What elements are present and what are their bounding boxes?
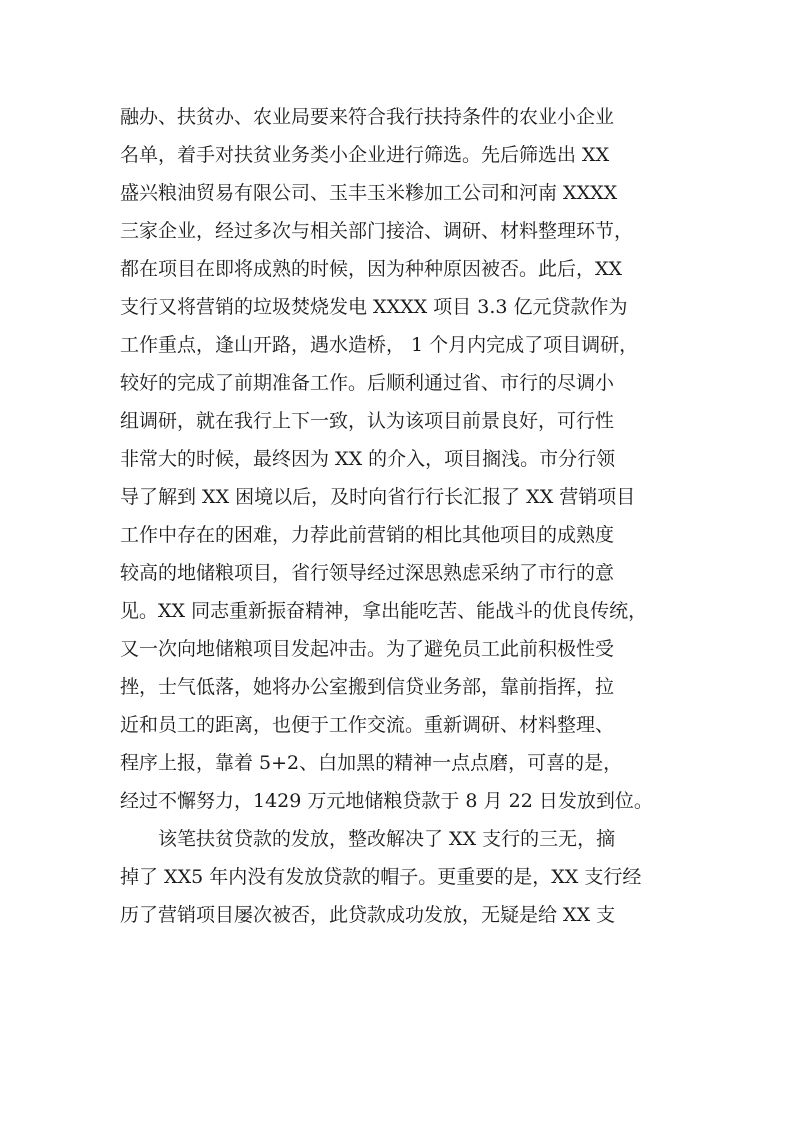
document-body [120, 98, 690, 934]
text-line: 见。XX 同志重新振奋精神，拿出能吃苦、能战斗的优良传统， [120, 600, 648, 622]
text-line: 盛兴粮油贸易有限公司、玉丰玉米糁加工公司和河南 XXXX [120, 182, 618, 204]
paragraph-start-line: 该笔扶贫贷款的发放，整改解决了 XX 支行的三无，摘 [158, 828, 616, 850]
text-line: 又一次向地储粮项目发起冲击。为了避免员工此前积极性受 [120, 638, 615, 660]
text-line: 组调研，就在我行上下一致，认为该项目前景良好，可行性 [120, 410, 615, 432]
text-line: 工作重点，逢山开路，遇水造桥， 1 个月内完成了项目调研， [120, 334, 639, 356]
text-line: 较高的地储粮项目，省行领导经过深思熟虑采纳了市行的意 [120, 562, 615, 584]
text-line: 掉了 XX5 年内没有发放贷款的帽子。更重要的是，XX 支行经 [120, 866, 642, 888]
text-line: 程序上报，靠着 5+2、白加黑的精神一点点磨，可喜的是， [120, 752, 623, 774]
text-line: 较好的完成了前期准备工作。后顺利通过省、市行的尽调小 [120, 372, 615, 394]
text-line: 导了解到 XX 困境以后，及时向省行行长汇报了 XX 营销项目 [120, 486, 636, 508]
text-line: 挫，士气低落，她将办公室搬到信贷业务部，靠前指挥，拉 [120, 676, 615, 698]
text-line: 经过不懈努力，1429 万元地储粮贷款于 8 月 22 日发放到位。 [120, 790, 653, 812]
text-line: 支行又将营销的垃圾焚烧发电 XXXX 项目 3.3 亿元贷款作为 [120, 296, 628, 318]
text-line: 名单，着手对扶贫业务类小企业进行筛选。先后筛选出 XX [120, 144, 610, 166]
text-line: 非常大的时候，最终因为 XX 的介入，项目搁浅。市分行领 [120, 448, 616, 470]
text-line: 近和员工的距离，也便于工作交流。重新调研、材料整理、 [120, 714, 615, 736]
text-line: 工作中存在的困难，力荐此前营销的相比其他项目的成熟度 [120, 524, 615, 546]
text-line: 融办、扶贫办、农业局要来符合我行扶持条件的农业小企业 [120, 106, 615, 128]
text-line: 都在项目在即将成熟的时候，因为种种原因被否。此后，XX [120, 258, 623, 280]
text-line: 三家企业，经过多次与相关部门接洽、调研、材料整理环节， [120, 220, 634, 242]
text-line: 历了营销项目屡次被否，此贷款成功发放，无疑是给 XX 支 [120, 904, 616, 926]
